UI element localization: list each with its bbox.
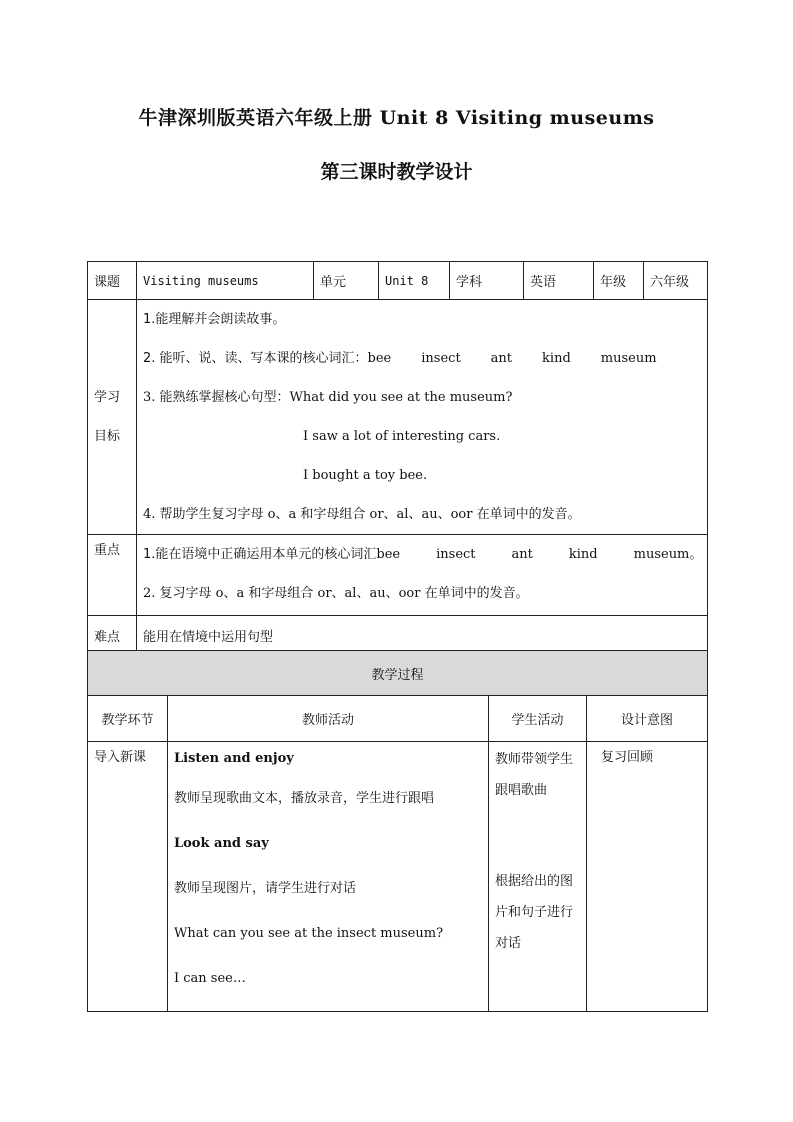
key-point-2: 2. 复习字母 o、a 和字母组合 or、al、au、oor 在单词中的发音。 [143,586,529,601]
col-teacher: 教师活动 [168,696,489,742]
objectives-content [137,300,708,535]
process-header-row [88,651,708,696]
student-activity-1 [495,742,580,806]
student-activity-1b: 跟唱歌曲 [495,783,548,798]
subject-value: 英语 [524,262,594,300]
objective-1: 1.能理解并会朗读故事。 [143,312,286,327]
key-points-content [137,535,708,616]
key-points-row [88,535,708,616]
objective-2 [143,339,701,378]
activity-text: What can you see at the insect museum? [174,926,444,941]
objective-3: 3. 能熟练掌握核心句型：What did you see at the museum? [143,390,513,405]
difficulty-row [88,616,708,655]
info-row [88,262,708,300]
objectives-row [88,300,708,535]
vocab-word: ant [490,351,513,366]
stage-cell [88,742,168,1012]
lesson-info-table [87,261,708,655]
objectives-label-1: 学习 [94,390,121,405]
vocab-word: insect [421,351,461,366]
vocab-word: bee [367,351,392,366]
student-activity-2 [495,864,580,959]
teaching-process-table [87,650,708,1012]
vocab-word: bee [376,547,401,562]
vocab-word: ant [511,547,533,562]
student-activity-2a: 根据给出的图 [495,874,574,889]
activity-heading: Listen and enjoy [174,751,294,766]
objective-2-prefix: 2. 能听、说、读、写本课的核心词汇： [143,351,368,366]
process-row-intro [88,742,708,1012]
key-point-1-prefix: 1.能在语境中正确运用本单元的核心词汇 [143,547,377,562]
activity-heading: Look and say [174,836,269,851]
activity-text: 教师呈现歌曲文本，播放录音，学生进行跟唱 [174,791,435,806]
grade-value: 六年级 [644,262,708,300]
col-student: 学生活动 [489,696,587,742]
student-activity-1a: 教师带领学生 [495,752,574,767]
objective-3-sentence-a: I saw a lot of interesting cars. [303,429,501,444]
difficulty-label: 难点 [88,616,137,655]
purpose-cell [587,742,708,1012]
vocab-word: museum。 [633,547,703,562]
vocab-word: kind [568,547,598,562]
objectives-label [88,300,137,535]
student-activity-2b: 片和句子进行 [495,905,574,920]
grade-label: 年级 [594,262,644,300]
col-stage: 教学环节 [88,696,168,742]
objectives-label-2: 目标 [94,429,121,444]
teacher-activity-cell [168,742,489,1012]
stage-name: 导入新课 [94,750,147,765]
activity-text: I can see… [174,971,246,986]
vocab-word: kind [542,351,571,366]
key-point-1 [143,535,701,574]
key-points-label: 重点 [88,535,137,616]
topic-value: Visiting museums [137,262,314,300]
difficulty-value: 能用在情境中运用句型 [137,616,708,655]
process-columns-row [88,696,708,742]
subject-label: 学科 [450,262,524,300]
student-activity-cell [489,742,587,1012]
col-purpose: 设计意图 [587,696,708,742]
document-subtitle: 第三课时教学设计 [320,161,473,183]
objective-4: 4. 帮助学生复习字母 o、a 和字母组合 or、al、au、oor 在单词中的发音。 [143,507,581,522]
student-activity-2c: 对话 [495,936,522,951]
activity-text: 教师呈现图片，请学生进行对话 [174,881,357,896]
objective-3-sentence-b: I bought a toy bee. [303,468,428,483]
vocab-word: museum [600,351,657,366]
unit-value: Unit 8 [379,262,450,300]
document-title: 牛津深圳版英语六年级上册 Unit 8 Visiting museums [138,107,655,129]
topic-label: 课题 [88,262,137,300]
purpose-text: 复习回顾 [601,750,654,765]
vocab-word: insect [436,547,476,562]
process-header: 教学过程 [88,651,708,696]
unit-label: 单元 [314,262,379,300]
